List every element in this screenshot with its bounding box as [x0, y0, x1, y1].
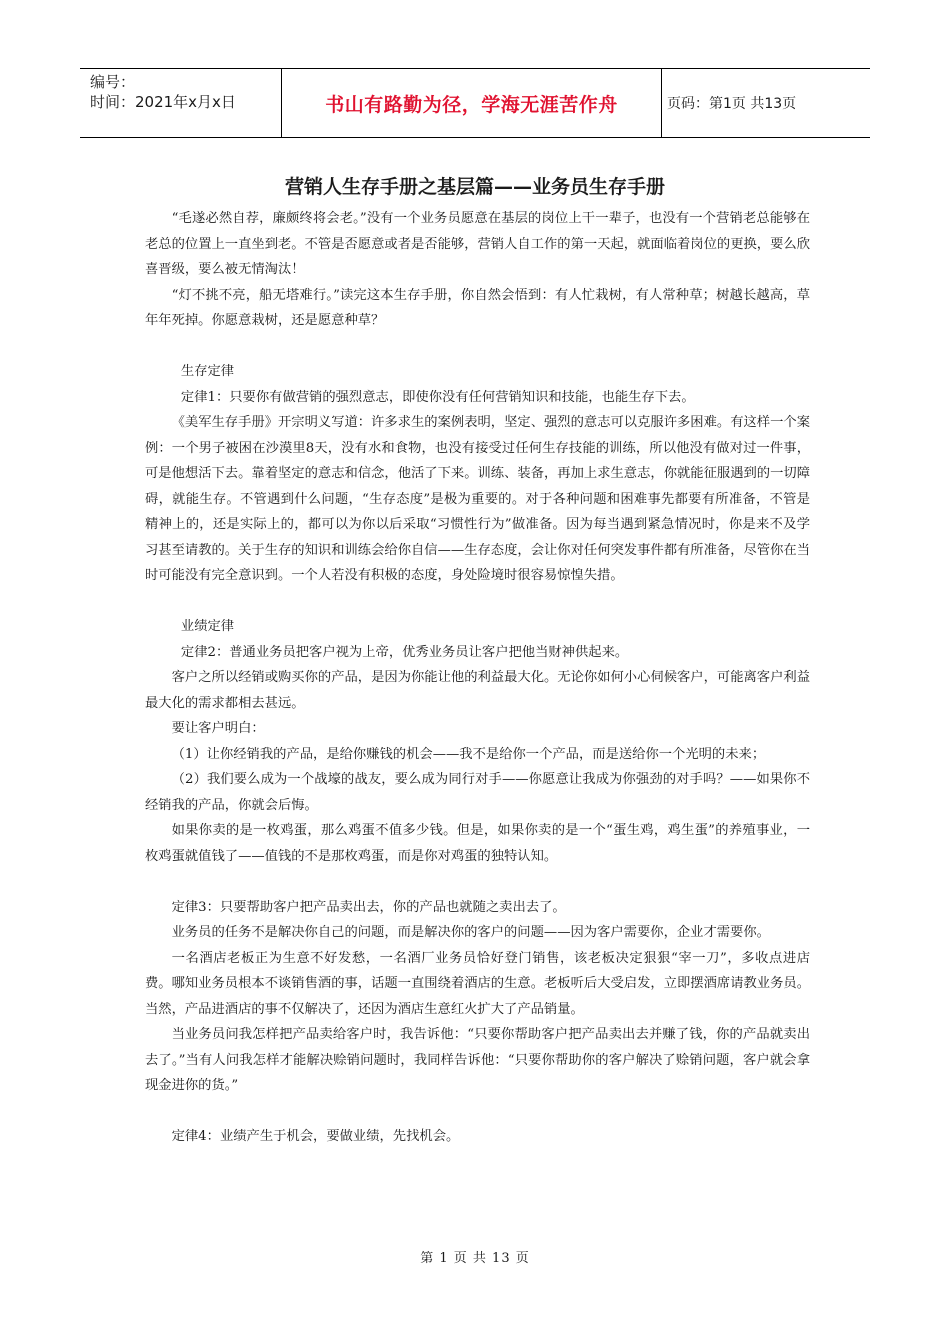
header-motto-cell — [281, 69, 662, 137]
header-table — [80, 68, 870, 138]
body-paragraph: 业务员的任务不是解决你自己的问题，而是解决你的客户的问题——因为客户需要你，企业才需要你。 — [171, 925, 770, 940]
header-page-info: 页码：第1页 共13页 — [667, 96, 797, 112]
section-heading: 业绩定律 — [180, 619, 235, 634]
law-statement: 定律4：业绩产生于机会，要做业绩，先找机会。 — [171, 1129, 460, 1144]
body-paragraph: 当业务员问我怎样把产品卖给客户时，我告诉他：“只要你帮助客户把产品卖出去并赚了钱，你的产品就卖出去了。”当有人问我怎样才能解决赊销问题时，我同样告诉他：“只要你帮助你的客户解决了赊销问题，客户就会拿现金进你的货。” — [145, 1027, 810, 1093]
page-footer: 第 1 页 共 13 页 — [420, 1251, 530, 1266]
intro-paragraph: “毛遂必然自荐，廉颇终将会老。”没有一个业务员愿意在基层的岗位上干一辈子，也没有一个营销老总能够在老总的位置上一直坐到老。不管是否愿意或者是否能够，营销人自工作的第一天起，就面临着岗位的更换，要么欣喜晋级，要么被无情淘汰！ — [145, 211, 810, 277]
document-number-label: 编号： — [90, 73, 136, 91]
header-motto: 书山有路勤为径，学海无涯苦作舟 — [325, 93, 618, 116]
section-heading: 生存定律 — [180, 364, 235, 379]
body-paragraph: 客户之所以经销或购买你的产品，是因为你能让他的利益最大化。无论你如何小心伺候客户，可能离客户利益最大化的需求都相去甚远。 — [145, 670, 810, 711]
body-paragraph: 如果你卖的是一枚鸡蛋，那么鸡蛋不值多少钱。但是，如果你卖的是一个“蛋生鸡，鸡生蛋”的养殖事业，一枚鸡蛋就值钱了——值钱的不是那枚鸡蛋，而是你对鸡蛋的独特认知。 — [145, 823, 810, 864]
body-paragraph: 要让客户明白： — [171, 721, 265, 736]
body-paragraph: 《美军生存手册》开宗明义写道：许多求生的案例表明，坚定、强烈的意志可以克服许多困难。有这样一个案例：一个男子被困在沙漠里8天，没有水和食物，也没有接受过任何生存技能的训练，所以他没有做对过一件事，可是他想活下去。靠着坚定的意志和信念，他活了下来。训练、装备，再加上求生意志，你就能征服遇到的一切障碍，就能生存。不管遇到什么问题，“生存态度”是极为重要的。对于各种问题和困难事先都要有所准备，不管是精神上的，还是实际上的，都可以为你以后采取“习惯性行为”做准备。因为每当遇到紧急情况时，你是来不及学习甚至请教的。关于生存的知识和训练会给你自信——生存态度，会让你对任何突发事件都有所准备，尽管你在当时可能没有完全意识到。一个人若没有积极的态度，身处险境时很容易惊惶失措。 — [145, 415, 810, 583]
document-body — [145, 206, 810, 1150]
list-item: （2）我们要么成为一个战壕的战友，要么成为同行对手——你愿意让我成为你强劲的对手吗？——如果你不经销我的产品，你就会后悔。 — [145, 772, 810, 813]
list-item: （1）让你经销我的产品，是给你赚钱的机会——我不是给你一个产品，而是送给你一个光明的未来； — [171, 746, 766, 762]
intro-paragraph: “灯不挑不亮，船无塔难行。”读完这本生存手册，你自然会悟到：有人忙栽树，有人常种草；树越长越高，草年年死掉。你愿意栽树，还是愿意种草？ — [145, 287, 810, 328]
law-statement: 定律1：只要你有做营销的强烈意志，即使你没有任何营销知识和技能，也能生存下去。 — [180, 389, 695, 405]
document-title: 营销人生存手册之基层篇——业务员生存手册 — [284, 176, 665, 198]
body-paragraph: 一名酒店老板正为生意不好发愁，一名酒厂业务员恰好登门销售，该老板决定狠狠“宰一刀”，多收点进店费。哪知业务员根本不谈销售酒的事，话题一直围绕着酒店的生意。老板听后大受启发，立即摆酒席请教业务员。当然，产品进酒店的事不仅解决了，还因为酒店生意红火扩大了产品销量。 — [145, 950, 810, 1017]
header-meta — [80, 69, 281, 137]
law-statement: 定律2：普通业务员把客户视为上帝，优秀业务员让客户把他当财神供起来。 — [180, 644, 629, 660]
law-statement: 定律3：只要帮助客户把产品卖出去，你的产品也就随之卖出去了。 — [171, 899, 566, 915]
document-date: 时间：2021年x月x日 — [90, 93, 236, 111]
